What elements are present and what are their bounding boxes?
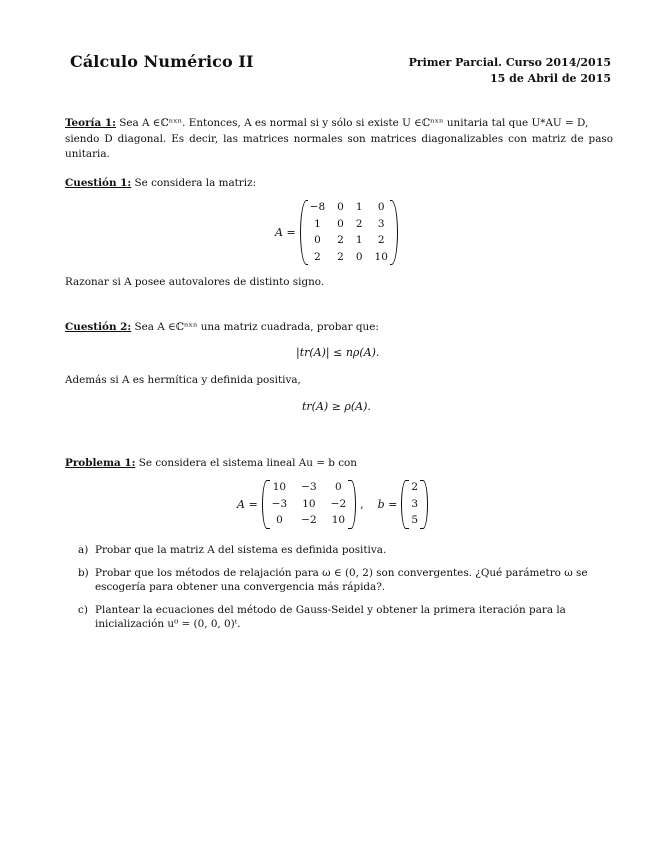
vector-cell: 3 (411, 497, 419, 510)
cuestion-1-question: Razonar si A posee autovalores de distinto signo. (65, 276, 325, 288)
matrix-cell: 2 (314, 250, 321, 263)
course-title: Cálculo Numérico II (70, 52, 254, 71)
matrix-a-name: A = (275, 226, 296, 240)
item-marker: a) (78, 544, 89, 556)
matrix-cell: 10 (272, 481, 287, 493)
matrix-cell: 0 (314, 234, 321, 247)
item-marker: c) (78, 603, 88, 616)
matrix-cell: 3 (377, 217, 385, 230)
matrix-cell: 2 (377, 234, 385, 247)
cuestion-1-matrix-block (275, 200, 398, 265)
system-b-vector (401, 480, 428, 529)
matrix-cell: −2 (330, 497, 347, 510)
list-item (78, 543, 614, 558)
item-text: Probar que la matriz A del sistema es definida positiva. (95, 544, 387, 556)
cuestion-1-intro (65, 176, 613, 192)
problema-1-label: Problema 1: (65, 457, 136, 469)
cuestion-1-text: Se considera la matriz: (131, 177, 257, 189)
matrix-cell: 1 (355, 234, 363, 247)
matrix-cell: −3 (301, 481, 317, 493)
matrix-cell: 1 (314, 217, 321, 230)
matrix-cell: 10 (302, 497, 316, 510)
matrix-cell: 0 (377, 201, 385, 213)
problema-1-items (78, 543, 614, 640)
matrix-cell: 2 (355, 217, 363, 230)
cuestion-2-intro (65, 320, 613, 336)
list-item (78, 603, 614, 632)
problema-1-text: Se considera el sistema lineal Au = b con (135, 457, 357, 469)
exam-title: Primer Parcial. Curso 2014/2015 (408, 56, 611, 69)
cuestion-2-eq2: tr(A) ≥ ρ(A). (302, 400, 371, 413)
matrix-cell: −8 (309, 201, 326, 213)
matrix-cell: 1 (355, 201, 363, 213)
matrix-cell: −2 (301, 514, 317, 527)
system-separator: , (360, 497, 364, 511)
matrix-a (300, 200, 398, 265)
cuestion-2-text: Sea A ∈ℂⁿˣⁿ una matriz cuadrada, probar que: (131, 321, 379, 333)
teoria-1-label: Teoría 1: (65, 117, 116, 129)
item-text: Probar que los métodos de relajación para ω ∈ (0, 2) son convergentes. ¿Qué parámetro ω se escogería para obtener una convergencia más rápida?. (95, 566, 588, 593)
teoria-1-line1: Sea A ∈ℂⁿˣⁿ. Entonces, A es normal si y sólo si existe U ∈ℂⁿˣⁿ unitaria tal que U*AU = D, (115, 117, 589, 129)
system-b-name: b = (377, 497, 398, 511)
cuestion-1-label: Cuestión 1: (65, 177, 132, 189)
cuestion-2-text2: Además si A es hermítica y definida positiva, (65, 374, 301, 386)
system-a-name: A = (237, 497, 258, 511)
matrix-cell: 2 (337, 250, 344, 263)
cuestion-2-eq1: |tr(A)| ≤ nρ(A). (296, 346, 380, 359)
matrix-cell: −3 (271, 497, 288, 510)
matrix-cell: 0 (337, 201, 344, 213)
problema-1-system (237, 480, 428, 529)
vector-cell: 5 (411, 514, 419, 527)
cuestion-2-label: Cuestión 2: (65, 321, 132, 333)
system-a-matrix (262, 480, 356, 529)
matrix-cell: 2 (337, 234, 344, 247)
exam-date: 15 de Abril de 2015 (490, 72, 611, 85)
matrix-cell: 10 (374, 250, 388, 263)
item-marker: b) (78, 566, 89, 579)
teoria-1-line2: siendo D diagonal. Es decir, las matrices normales son matrices diagonalizables con matriz de paso unitaria. (65, 132, 613, 160)
matrix-cell: 0 (337, 217, 344, 230)
item-text: Plantear la ecuaciones del método de Gauss-Seidel y obtener la primera iteración para la inicialización u⁰ = (0, 0, 0)ᵗ. (95, 603, 566, 630)
vector-cell: 2 (411, 481, 419, 493)
matrix-cell: 10 (331, 514, 346, 527)
matrix-cell: 0 (335, 481, 342, 493)
teoria-1 (65, 116, 613, 163)
matrix-cell: 0 (355, 250, 363, 263)
matrix-cell: 0 (276, 514, 283, 527)
list-item (78, 566, 614, 595)
problema-1-intro (65, 456, 613, 472)
